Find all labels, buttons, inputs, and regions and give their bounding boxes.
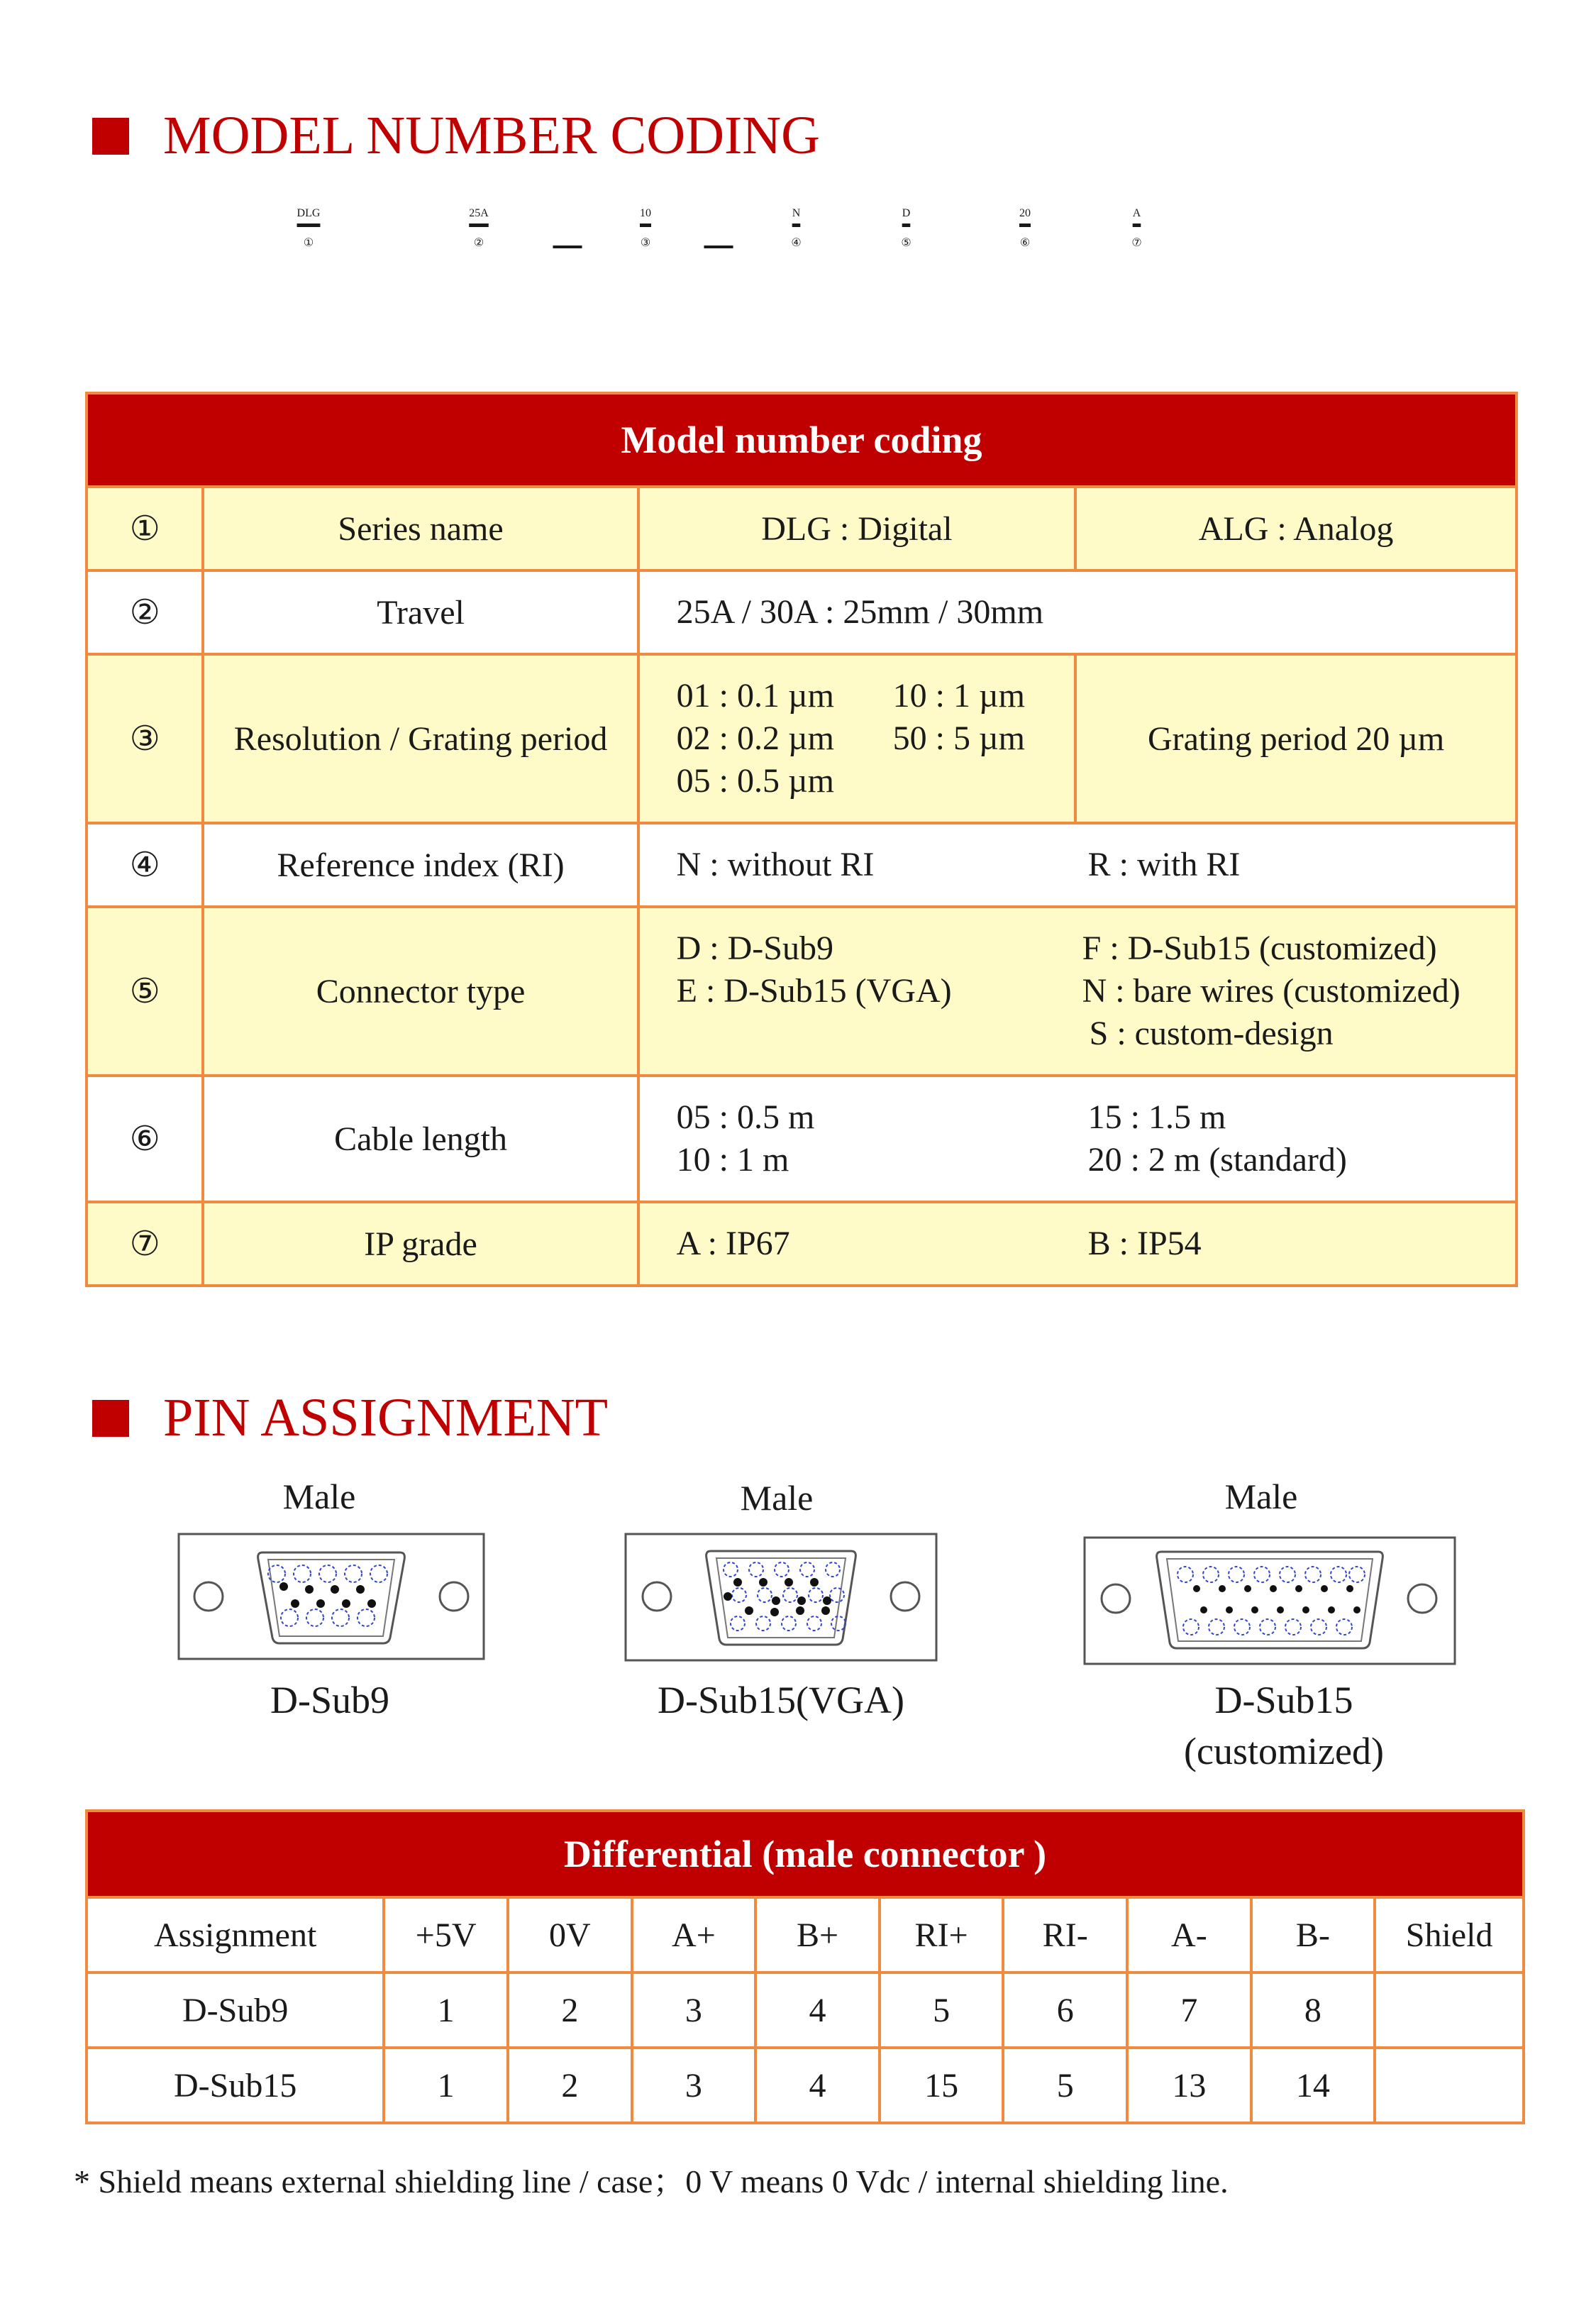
code-dash: – bbox=[704, 211, 733, 273]
table-cell: 3 bbox=[632, 2048, 756, 2123]
code-segment-5 bbox=[862, 207, 951, 250]
row-name: Connector type bbox=[203, 907, 638, 1076]
row-number: ③ bbox=[87, 654, 203, 823]
column-header: Assignment bbox=[87, 1897, 384, 1973]
resolution-option: 01 : 0.1 µm bbox=[676, 677, 834, 715]
code-text: 25A bbox=[469, 207, 489, 219]
row-number: ⑦ bbox=[87, 1202, 203, 1286]
row-value bbox=[638, 907, 1517, 1076]
footnote: * Shield means external shielding line / case；0 V means 0 Vdc / internal shielding line. bbox=[74, 2163, 1229, 2200]
table-header: Differential (male connector ) bbox=[87, 1811, 1524, 1897]
connector-option: F : D-Sub15 (customized) bbox=[1082, 929, 1437, 967]
pin-assignment-table bbox=[85, 1809, 1525, 2124]
connector-name-line1: D-Sub15 bbox=[1214, 1679, 1353, 1721]
length-option: 20 : 2 m (standard) bbox=[1087, 1141, 1347, 1179]
resolution-option: 05 : 0.5 µm bbox=[676, 762, 834, 800]
column-header: Shield bbox=[1375, 1897, 1524, 1973]
table-cell: 5 bbox=[1003, 2048, 1127, 2123]
table-cell: 6 bbox=[1003, 1973, 1127, 2048]
ip-option: B : IP54 bbox=[1087, 1225, 1202, 1262]
dsub15-custom-connector-diagram bbox=[1083, 1536, 1456, 1665]
table-cell: 8 bbox=[1251, 1973, 1375, 2048]
connector-name: D-Sub15(VGA) bbox=[658, 1679, 904, 1721]
table-cell bbox=[1375, 1973, 1524, 2048]
table-cell: 2 bbox=[508, 2048, 632, 2123]
code-segment-6 bbox=[972, 207, 1078, 250]
row-value: 25A / 30A : 25mm / 30mm bbox=[638, 570, 1517, 654]
table-row bbox=[87, 1973, 1524, 2048]
column-header: 0V bbox=[508, 1897, 632, 1973]
table-header: Model number coding bbox=[87, 393, 1517, 487]
column-header: RI+ bbox=[880, 1897, 1004, 1973]
code-text: D bbox=[902, 207, 911, 219]
table-header-row bbox=[87, 1897, 1524, 1973]
section-title-text: MODEL NUMBER CODING bbox=[163, 106, 821, 165]
table-cell: 3 bbox=[632, 1973, 756, 2048]
table-cell: D-Sub15 bbox=[87, 2048, 384, 2123]
code-dash: – bbox=[553, 211, 582, 273]
row-name: Travel bbox=[203, 570, 638, 654]
row-value: ALG : Analog bbox=[1075, 487, 1517, 570]
row-name: Series name bbox=[203, 487, 638, 570]
table-cell: 13 bbox=[1127, 2048, 1251, 2123]
table-row bbox=[87, 570, 1517, 654]
dsub15-vga-connector-diagram bbox=[624, 1533, 938, 1662]
code-number: ⑦ bbox=[1131, 237, 1142, 249]
ri-option: R : with RI bbox=[1087, 846, 1241, 883]
connector-option: E : D-Sub15 (VGA) bbox=[676, 972, 952, 1010]
table-row bbox=[87, 1202, 1517, 1286]
ri-option: N : without RI bbox=[676, 846, 875, 883]
row-value: DLG : Digital bbox=[638, 487, 1076, 570]
section-bullet-icon bbox=[92, 1400, 129, 1437]
column-header: +5V bbox=[384, 1897, 508, 1973]
connector-option: N : bare wires (customized) bbox=[1082, 972, 1461, 1010]
column-header: B+ bbox=[755, 1897, 880, 1973]
row-number: ① bbox=[87, 487, 203, 570]
table-cell: 7 bbox=[1127, 1973, 1251, 2048]
connector-option: D : D-Sub9 bbox=[676, 929, 833, 967]
connector-option: S : custom-design bbox=[1089, 1015, 1334, 1052]
table-cell: 5 bbox=[880, 1973, 1004, 2048]
code-text: DLG bbox=[297, 207, 321, 219]
code-text: A bbox=[1132, 207, 1141, 219]
row-number: ⑤ bbox=[87, 907, 203, 1076]
ip-option: A : IP67 bbox=[676, 1225, 790, 1262]
row-name: Reference index (RI) bbox=[203, 823, 638, 907]
code-text: 20 bbox=[1019, 207, 1031, 219]
section-title-model-coding bbox=[92, 105, 820, 167]
table-cell: 4 bbox=[755, 2048, 880, 2123]
row-name: Cable length bbox=[203, 1076, 638, 1202]
row-value bbox=[638, 1202, 1517, 1286]
dsub9-connector-diagram bbox=[177, 1533, 485, 1660]
connector-gender-label: Male bbox=[282, 1477, 356, 1516]
row-number: ⑥ bbox=[87, 1076, 203, 1202]
code-segment-1 bbox=[241, 207, 376, 250]
code-segment-4 bbox=[752, 207, 841, 250]
row-number: ② bbox=[87, 570, 203, 654]
table-cell: D-Sub9 bbox=[87, 1973, 384, 2048]
row-value: Grating period 20 µm bbox=[1075, 654, 1517, 823]
model-coding-table bbox=[85, 392, 1518, 1287]
table-row bbox=[87, 1076, 1517, 1202]
code-text: N bbox=[792, 207, 801, 219]
connector-name: D-Sub9 bbox=[270, 1679, 389, 1721]
code-segment-3 bbox=[589, 207, 702, 250]
row-value bbox=[638, 1076, 1517, 1202]
row-number: ④ bbox=[87, 823, 203, 907]
length-option: 10 : 1 m bbox=[676, 1141, 789, 1179]
row-value bbox=[638, 823, 1517, 907]
resolution-option: 10 : 1 µm bbox=[892, 677, 1025, 715]
column-header: A- bbox=[1127, 1897, 1251, 1973]
code-number: ② bbox=[473, 237, 484, 249]
section-title-pin-assignment bbox=[92, 1387, 608, 1449]
table-row bbox=[87, 487, 1517, 570]
resolution-option: 50 : 5 µm bbox=[892, 719, 1025, 757]
row-value bbox=[638, 654, 1076, 823]
section-bullet-icon bbox=[92, 118, 129, 155]
code-number: ⑤ bbox=[901, 237, 911, 249]
resolution-option: 02 : 0.2 µm bbox=[676, 719, 834, 757]
code-number: ③ bbox=[640, 237, 651, 249]
column-header: A+ bbox=[632, 1897, 756, 1973]
table-cell: 1 bbox=[384, 1973, 508, 2048]
connector-gender-label: Male bbox=[740, 1478, 814, 1518]
table-row bbox=[87, 2048, 1524, 2123]
connector-name bbox=[1142, 1675, 1426, 1777]
table-cell: 4 bbox=[755, 1973, 880, 2048]
code-text: 10 bbox=[640, 207, 651, 219]
table-cell: 2 bbox=[508, 1973, 632, 2048]
code-number: ④ bbox=[791, 237, 802, 249]
table-cell: 14 bbox=[1251, 2048, 1375, 2123]
code-segment-2 bbox=[411, 207, 546, 250]
table-cell: 15 bbox=[880, 2048, 1004, 2123]
column-header: RI- bbox=[1003, 1897, 1127, 1973]
code-number: ⑥ bbox=[1019, 237, 1031, 249]
column-header: B- bbox=[1251, 1897, 1375, 1973]
connector-name-line2: (customized) bbox=[1184, 1730, 1384, 1772]
connector-gender-label: Male bbox=[1224, 1477, 1298, 1516]
length-option: 05 : 0.5 m bbox=[676, 1098, 815, 1136]
table-row bbox=[87, 907, 1517, 1076]
row-name: Resolution / Grating period bbox=[203, 654, 638, 823]
table-row bbox=[87, 654, 1517, 823]
table-row bbox=[87, 823, 1517, 907]
table-cell bbox=[1375, 2048, 1524, 2123]
table-cell: 1 bbox=[384, 2048, 508, 2123]
section-title-text: PIN ASSIGNMENT bbox=[163, 1388, 609, 1447]
code-number: ① bbox=[303, 237, 314, 249]
length-option: 15 : 1.5 m bbox=[1087, 1098, 1226, 1136]
row-name: IP grade bbox=[203, 1202, 638, 1286]
code-segment-7 bbox=[1092, 207, 1181, 250]
